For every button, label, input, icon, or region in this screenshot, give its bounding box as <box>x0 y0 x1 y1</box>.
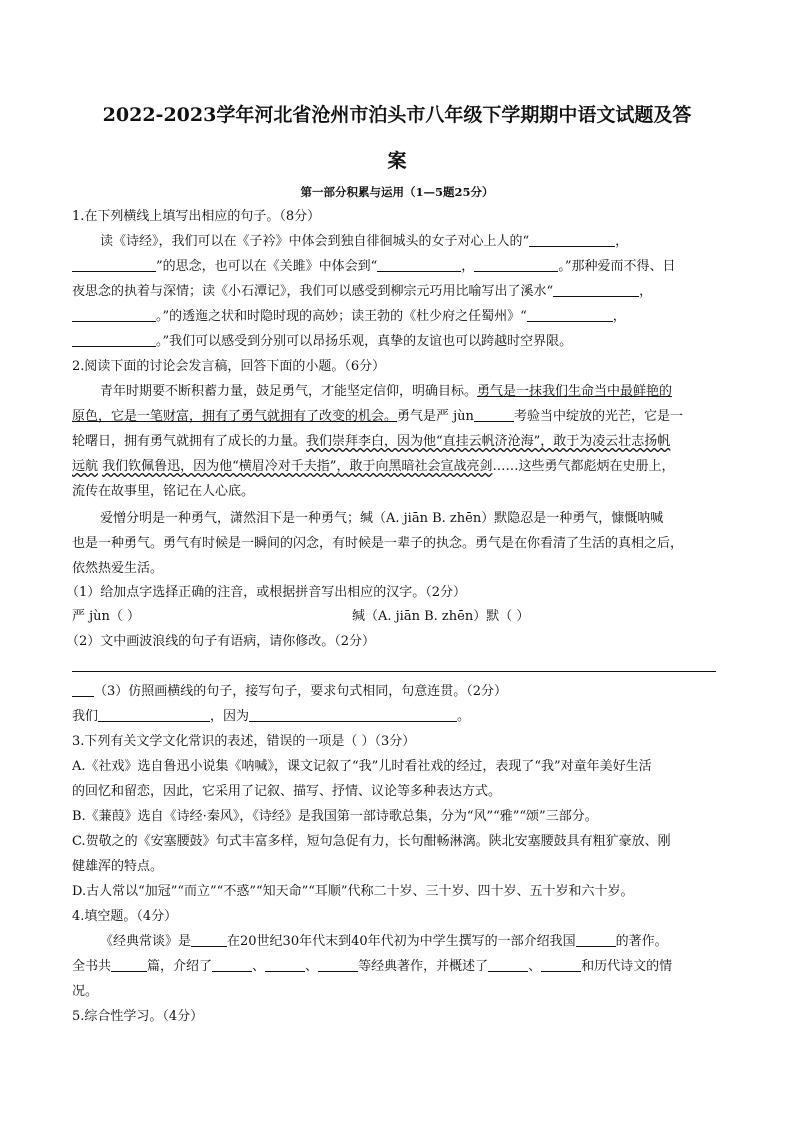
wavy-sentence: 远航 <box>72 459 99 474</box>
q4-stem: 4.填空题。（4分） <box>72 909 178 924</box>
answer-blank[interactable] <box>265 957 305 972</box>
answer-blank[interactable] <box>318 957 358 972</box>
answer-blank[interactable] <box>72 332 156 347</box>
q2-para-line2: 原色，它是一笔财富，拥有了勇气就拥有了改变的机会。勇气是严 jùn 考验当中绽放的光芒，它是一 <box>72 409 683 424</box>
q3-option-b: B.《蒹葭》选自《诗经·秦风》，《诗经》是我国第一部诗歌总集，分为“风”“雅”“颂”三部分。 <box>72 809 598 824</box>
q3-option-a-line1: A.《社戏》选自鲁迅小说集《呐喊》，课文记叙了“我”儿时看社戏的经过，表现了“我”对童年美好生活 <box>72 759 652 774</box>
q5-stem: 5.综合性学习。（4分） <box>72 1009 204 1024</box>
underlined-sentence: 勇气是一抹我们生命当中最鲜艳的 <box>477 384 673 399</box>
section-heading: 第一部分积累与运用（1—5题25分） <box>300 185 494 199</box>
answer-blank[interactable] <box>541 957 581 972</box>
q1-line1: 读《诗经》，我们可以在《子衿》中体会到独自徘徊城头的女子对心上人的“ ， <box>100 234 629 249</box>
q2-para-line6: 爱憎分明是一种勇气，潇然泪下是一种勇气；缄（A. jiān B. zhēn）默隐忍是一种勇气，慷慨呐喊 <box>100 511 664 526</box>
q2-sub3-stem: （3）仿照画横线的句子，接写句子，要求句式相同，句意连贯。（2分） <box>72 682 507 702</box>
q1-line5: 。”我们可以感受到分别可以昂扬乐观，真挚的友谊也可以跨越时空界限。 <box>72 332 572 352</box>
answer-blank[interactable] <box>212 957 252 972</box>
answer-blank[interactable] <box>553 282 639 297</box>
q3-option-c-line1: C.贺敬之的《安塞腰鼓》句式丰富多样，短句急促有力，长句酣畅淋漓。陕北安塞腰鼓具有粗犷豪放、刚 <box>72 834 671 849</box>
answer-line[interactable] <box>72 671 716 672</box>
answer-blank[interactable] <box>474 257 558 272</box>
answer-blank[interactable] <box>111 957 147 972</box>
wavy-sentence: 我们钦佩鲁迅，因为他“横眉冷对千夫指”，敢于向黑暗社会宣战亮剑 <box>102 459 493 474</box>
answer-blank[interactable] <box>377 257 461 272</box>
q2-sub1-b: 缄（A. jiān B. zhēn）默（ ） <box>352 609 530 624</box>
q4-line1: 《经典常谈》是 在20世纪30年代末到40年代初为中学生撰写的一部介绍我国 的著作。 <box>100 934 668 949</box>
q3-option-a-line2: 的回忆和留恋，因此，它采用了记叙、描写、抒情、议论等多种表达方式。 <box>72 784 502 799</box>
q3-stem: 3.下列有关文学文化常识的表述，错误的一项是（ ）（3分） <box>72 734 416 749</box>
q1-line2: ”的思念，也可以在《关雎》中体会到“ ， 。”那种爱而不得、日 <box>72 257 675 277</box>
q2-sub2-stem: （2）文中画波浪线的句子有语病，请你修改。（2分） <box>66 634 376 649</box>
answer-blank[interactable] <box>527 307 613 322</box>
answer-blank[interactable] <box>72 307 156 322</box>
q2-sub1-stem: （1）给加点字选择正确的注音，或根据拼音写出相应的汉字。（2分） <box>66 585 467 600</box>
q3-option-c-line2: 健雄浑的特点。 <box>72 859 164 874</box>
underlined-sentence: 原色，它是一笔财富，拥有了勇气就拥有了改变的机会。 <box>72 409 398 424</box>
q2-para-line4: 远航 我们钦佩鲁迅，因为他“横眉冷对千夫指”，敢于向黑暗社会宣战亮剑……这些勇气都彪炳在史册上， <box>72 459 675 474</box>
q1-line3: 夜思念的执着与深情；读《小石潭记》，我们可以感受到柳宗元巧用比喻写出了溪水“ ， <box>72 284 653 299</box>
q2-para-line1: 青年时期要不断积蓄力量，鼓足勇气，才能坚定信仰，明确目标。勇气是一抹我们生命当中最鲜艳的 <box>100 384 673 399</box>
q2-para-line5: 流传在故事里，铭记在人心底。 <box>72 484 255 499</box>
answer-blank[interactable] <box>72 257 156 272</box>
q4-line2: 全书共 篇，介绍了 、 、 等经典著作，并概述了 、 和历代诗文的情 <box>72 959 673 974</box>
q1-line4: 。”的透迤之状和时隐时现的高妙；读王勃的《杜少府之任蜀州》“ ， <box>72 307 626 327</box>
answer-blank[interactable] <box>488 957 528 972</box>
q3-option-d: D.古人常以“加冠”“而立”“不惑”“知天命”“耳顺”代称二十岁、三十岁、四十岁、五十岁和六十岁。 <box>72 884 634 899</box>
exam-title-line2: 案 <box>387 150 407 172</box>
q2-sub1-a: 严 jùn（ ） <box>72 609 141 624</box>
exam-title-line1: 2022-2023学年河北省沧州市泊头市八年级下学期期中语文试题及答 <box>102 104 692 126</box>
q2-para-line8: 依然热爱生活。 <box>72 561 164 576</box>
q2-para-line7: 也是一种勇气。勇气有时候是一瞬间的闪念，有时候是一辈子的执念。勇气是在你看清了生活的真相之后， <box>72 536 684 551</box>
answer-blank[interactable] <box>529 232 615 247</box>
q1-stem: 1.在下列横线上填写出相应的句子。（8分） <box>72 209 321 224</box>
wavy-sentence: 我们崇拜李白，因为他“直挂云帆济沧海”，敢于为凌云壮志扬帆 <box>306 434 671 449</box>
answer-blank[interactable] <box>249 707 457 722</box>
answer-blank[interactable] <box>72 682 94 697</box>
answer-blank[interactable] <box>576 932 616 947</box>
q2-sub3-answer: 我们 ，因为 。 <box>72 709 471 724</box>
q4-line3: 况。 <box>72 984 99 999</box>
q2-para-line3: 轮曙日，拥有勇气就拥有了成长的力量。我们崇拜李白，因为他“直挂云帆济沧海”，敢于为凌云壮志扬帆 <box>72 434 671 449</box>
answer-blank[interactable] <box>98 707 210 722</box>
q2-stem: 2.阅读下面的讨论会发言稿，回答下面的小题。（6分） <box>72 359 386 374</box>
answer-blank[interactable] <box>474 407 514 422</box>
answer-blank[interactable] <box>191 932 227 947</box>
